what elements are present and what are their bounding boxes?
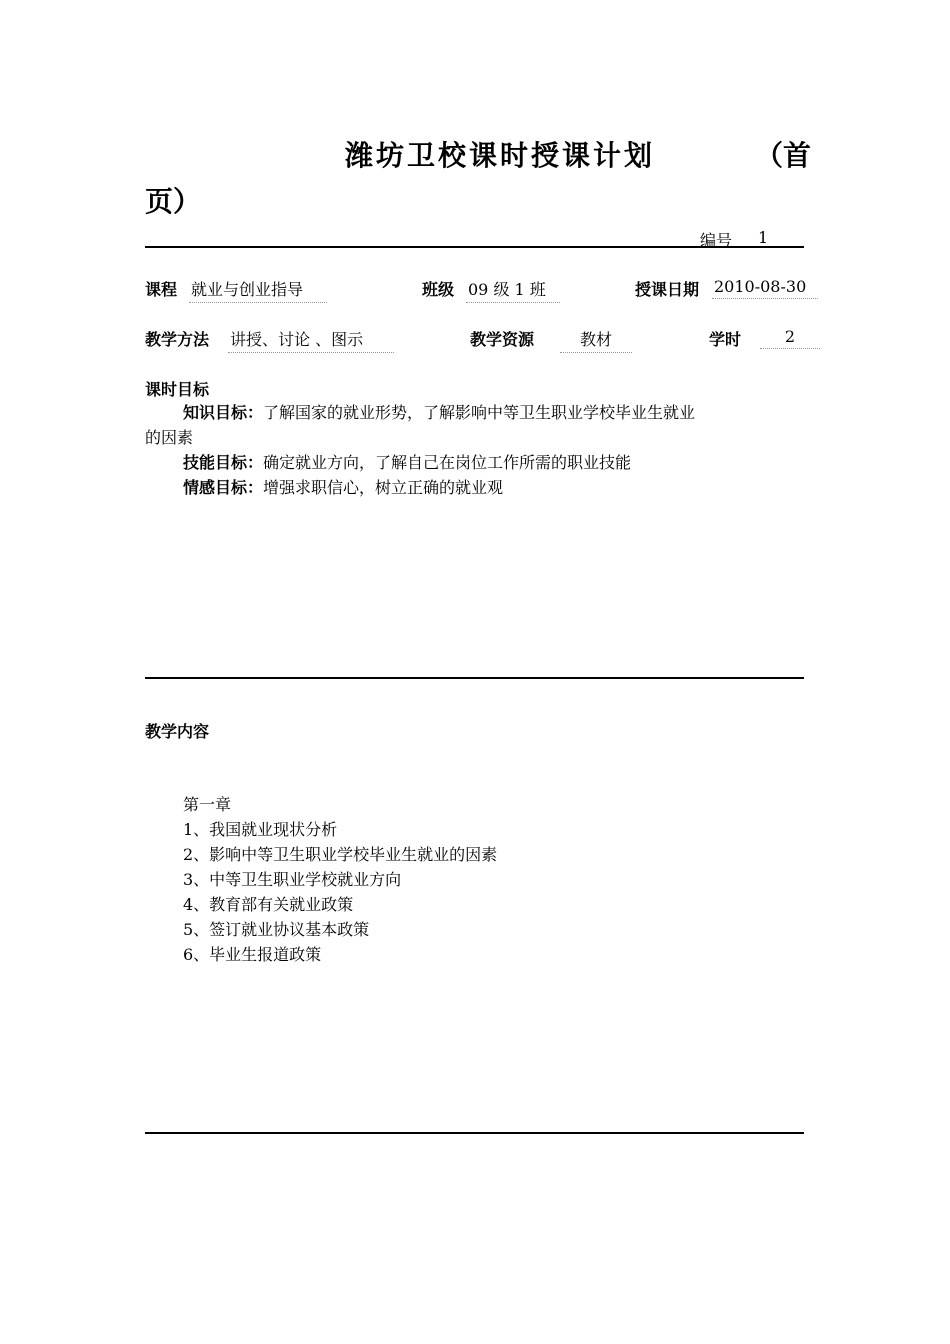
content-item: 4、教育部有关就业政策 bbox=[183, 895, 354, 914]
content-heading: 教学内容 bbox=[145, 722, 210, 741]
content-item: 1、我国就业现状分析 bbox=[183, 820, 338, 839]
emotion-label: 情感目标： bbox=[183, 478, 264, 497]
resource-label: 教学资源 bbox=[470, 330, 535, 349]
skill-text: 确定就业方向，了解自己在岗位工作所需的职业技能 bbox=[263, 453, 632, 472]
footer-divider bbox=[145, 1132, 804, 1134]
method-label: 教学方法 bbox=[145, 330, 210, 349]
hours-label: 学时 bbox=[709, 330, 742, 349]
chapter-title: 第一章 bbox=[183, 795, 232, 814]
page-title: 潍坊卫校课时授课计划 bbox=[345, 139, 656, 172]
content-item: 6、毕业生报道政策 bbox=[183, 945, 322, 964]
title-suffix-close: 页） bbox=[145, 185, 202, 218]
skill-objective bbox=[183, 450, 631, 475]
content-item: 3、中等卫生职业学校就业方向 bbox=[183, 870, 402, 889]
date-value: 2010-08-30 bbox=[712, 277, 818, 299]
knowledge-text-cont: 的因素 bbox=[145, 428, 194, 447]
emotion-text: 增强求职信心，树立正确的就业观 bbox=[263, 478, 504, 497]
knowledge-text: 了解国家的就业形势，了解影响中等卫生职业学校毕业生就业 bbox=[263, 403, 696, 422]
content-item: 5、签订就业协议基本政策 bbox=[183, 920, 370, 939]
section-divider bbox=[145, 677, 804, 679]
date-label: 授课日期 bbox=[635, 280, 700, 299]
method-value: 讲授、讨论 、图示 bbox=[228, 327, 394, 353]
resource-value: 教材 bbox=[560, 327, 632, 353]
objectives-heading: 课时目标 bbox=[145, 380, 210, 399]
course-value: 就业与创业指导 bbox=[189, 277, 327, 303]
serial-value: 1 bbox=[758, 228, 769, 247]
hours-value: 2 bbox=[760, 327, 820, 349]
title-suffix-open: （首 bbox=[755, 139, 812, 172]
class-label: 班级 bbox=[422, 280, 455, 299]
class-value: 09 级 1 班 bbox=[466, 277, 560, 303]
content-item: 2、影响中等卫生职业学校毕业生就业的因素 bbox=[183, 845, 498, 864]
serial-label: 编号 bbox=[700, 231, 733, 250]
knowledge-objective bbox=[183, 400, 695, 425]
emotion-objective bbox=[183, 475, 503, 500]
skill-label: 技能目标： bbox=[183, 453, 264, 472]
course-label: 课程 bbox=[145, 280, 178, 299]
header-divider bbox=[145, 246, 804, 248]
knowledge-label: 知识目标： bbox=[183, 403, 264, 422]
